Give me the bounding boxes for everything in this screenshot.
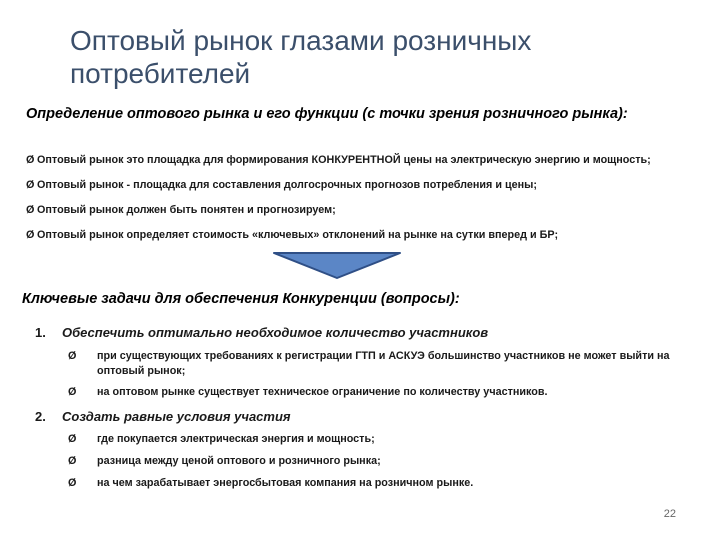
arrow-bullet-icon: Ø (26, 154, 35, 166)
definition-heading: Определение оптового рынка и его функции (с точки зрения розничного рынка): (26, 106, 628, 122)
sub-list-item-text: разница между ценой оптового и розничного рынка; (97, 455, 381, 467)
sub-list-item-text: на чем зарабатывает энергосбытовая компания на розничном рынке. (97, 477, 474, 489)
arrow-bullet-icon: Ø (26, 179, 35, 191)
arrow-bullet-icon: Ø (68, 386, 77, 398)
arrow-bullet-icon: Ø (68, 433, 77, 445)
sub-list-item-text: на оптовом рынке существует техническое ограничение по количеству участников. (97, 386, 548, 398)
task-number: 2. (35, 409, 46, 424)
arrow-bullet-icon: Ø (68, 477, 77, 489)
task-text: Обеспечить оптимально необходимое количество участников (62, 325, 489, 340)
arrow-bullet-icon: Ø (68, 350, 77, 362)
list-item (26, 203, 691, 218)
slide-title (70, 24, 690, 90)
market-functions-list (26, 153, 691, 253)
arrow-bullet-icon: Ø (26, 229, 35, 241)
sub-list-item-text: где покупается электрическая энергия и мощность; (97, 433, 375, 445)
list-item (26, 178, 691, 193)
arrow-bullet-icon: Ø (68, 455, 77, 467)
sub-list-item-text: при существующих требованиях к регистрации ГТП и АСКУЭ большинство участников не может выйти на оптовый рынок; (97, 350, 670, 377)
list-item-text: Оптовый рынок определяет стоимость «ключевых» отклонений на рынке на сутки вперед и БР; (37, 229, 559, 241)
list-item (26, 153, 691, 168)
task-number: 1. (35, 325, 46, 340)
key-tasks-heading: Ключевые задачи для обеспечения Конкуренции (вопросы): (22, 291, 460, 307)
slide-title-line-1: Оптовый рынок глазами розничных (70, 25, 532, 56)
list-item (26, 228, 691, 243)
list-item-text: Оптовый рынок это площадка для формирования КОНКУРЕНТНОЙ цены на электрическую энергию и мощность; (37, 154, 651, 166)
list-item-text: Оптовый рынок - площадка для составления долгосрочных прогнозов потребления и цены; (37, 179, 537, 191)
down-arrow-icon (272, 250, 402, 280)
slide-title-line-2: потребителей (70, 58, 251, 89)
page-number: 22 (663, 508, 676, 520)
arrow-bullet-icon: Ø (26, 204, 35, 216)
task-text: Создать равные условия участия (62, 409, 291, 424)
list-item-text: Оптовый рынок должен быть понятен и прогнозируем; (37, 204, 336, 216)
